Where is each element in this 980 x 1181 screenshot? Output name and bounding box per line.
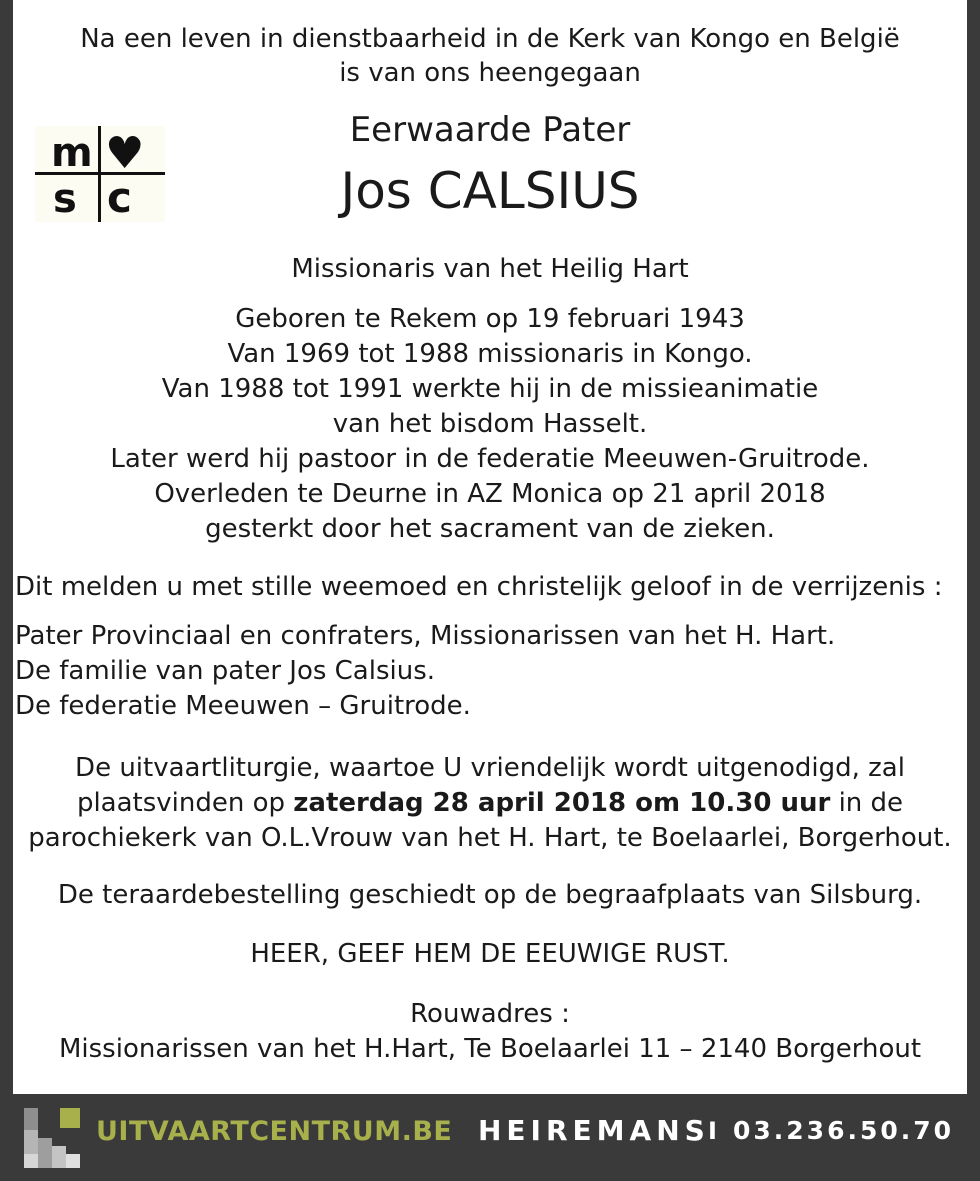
obituary-card — [13, 0, 967, 1094]
mourner-line-2: De familie van pater Jos Calsius. — [15, 656, 436, 686]
bio-line-3: Van 1988 tot 1991 werkte hij in de missieanimatie — [161, 374, 819, 404]
funeral-date-time: zaterdag 28 april 2018 om 10.30 uur — [293, 788, 831, 818]
order-line: Missionaris van het Heilig Hart — [291, 254, 689, 284]
announcement: Dit melden u met stille weemoed en christelijk geloof in de verrijzenis : — [15, 572, 943, 602]
mourner-line-1: Pater Provinciaal en confraters, Missionarissen van het H. Hart. — [15, 621, 836, 651]
footer-separator: I — [708, 1117, 717, 1145]
footer-brand: HEIREMANS — [478, 1114, 710, 1147]
funeral-pre: plaatsvinden op — [76, 788, 294, 818]
bio-line-6: Overleden te Deurne in AZ Monica op 21 april 2018 — [154, 479, 826, 509]
logo-letter-c: c — [107, 173, 132, 222]
logo-letter-m: m — [51, 130, 93, 176]
deceased-name: Jos CALSIUS — [340, 162, 640, 220]
heart-icon: ♥ — [105, 128, 145, 179]
prayer-line: HEER, GEEF HEM DE EEUWIGE RUST. — [250, 939, 730, 969]
honorific-title: Eerwaarde Pater — [349, 110, 631, 150]
bio-line-4: van het bisdom Hasselt. — [332, 409, 648, 439]
logo-letter-s: s — [53, 176, 77, 222]
intro-line-2: is van ons heengegaan — [339, 58, 641, 88]
funeral-line-2 — [13, 786, 967, 820]
funeral-line-3: parochiekerk van O.L.Vrouw van het H. Hart, te Boelaarlei, Borgerhout. — [28, 823, 952, 853]
footer-site: UITVAARTCENTRUM.BE — [96, 1116, 453, 1147]
bio-line-7: gesterkt door het sacrament van de zieken. — [205, 514, 775, 544]
uitvaartcentrum-logo-icon — [24, 1108, 82, 1168]
bio-line-5: Later werd hij pastoor in de federatie Meeuwen-Gruitrode. — [110, 444, 870, 474]
footer-bar — [0, 1094, 980, 1181]
funeral-line-1: De uitvaartliturgie, waartoe U vriendelijk wordt uitgenodigd, zal — [75, 753, 905, 783]
address-label: Rouwadres : — [410, 999, 570, 1029]
funeral-post: in de — [830, 788, 904, 818]
burial-line: De teraardebestelling geschiedt op de begraafplaats van Silsburg. — [57, 880, 923, 910]
footer-phone: 03.236.50.70 — [733, 1116, 955, 1145]
intro-line-1: Na een leven in dienstbaarheid in de Kerk van Kongo en België — [80, 24, 900, 54]
bio-line-2: Van 1969 tot 1988 missionaris in Kongo. — [227, 339, 753, 369]
mourner-line-3: De federatie Meeuwen – Gruitrode. — [15, 691, 471, 721]
address-line: Missionarissen van het H.Hart, Te Boelaarlei 11 – 2140 Borgerhout — [58, 1034, 922, 1064]
bio-line-1: Geboren te Rekem op 19 februari 1943 — [235, 304, 745, 334]
